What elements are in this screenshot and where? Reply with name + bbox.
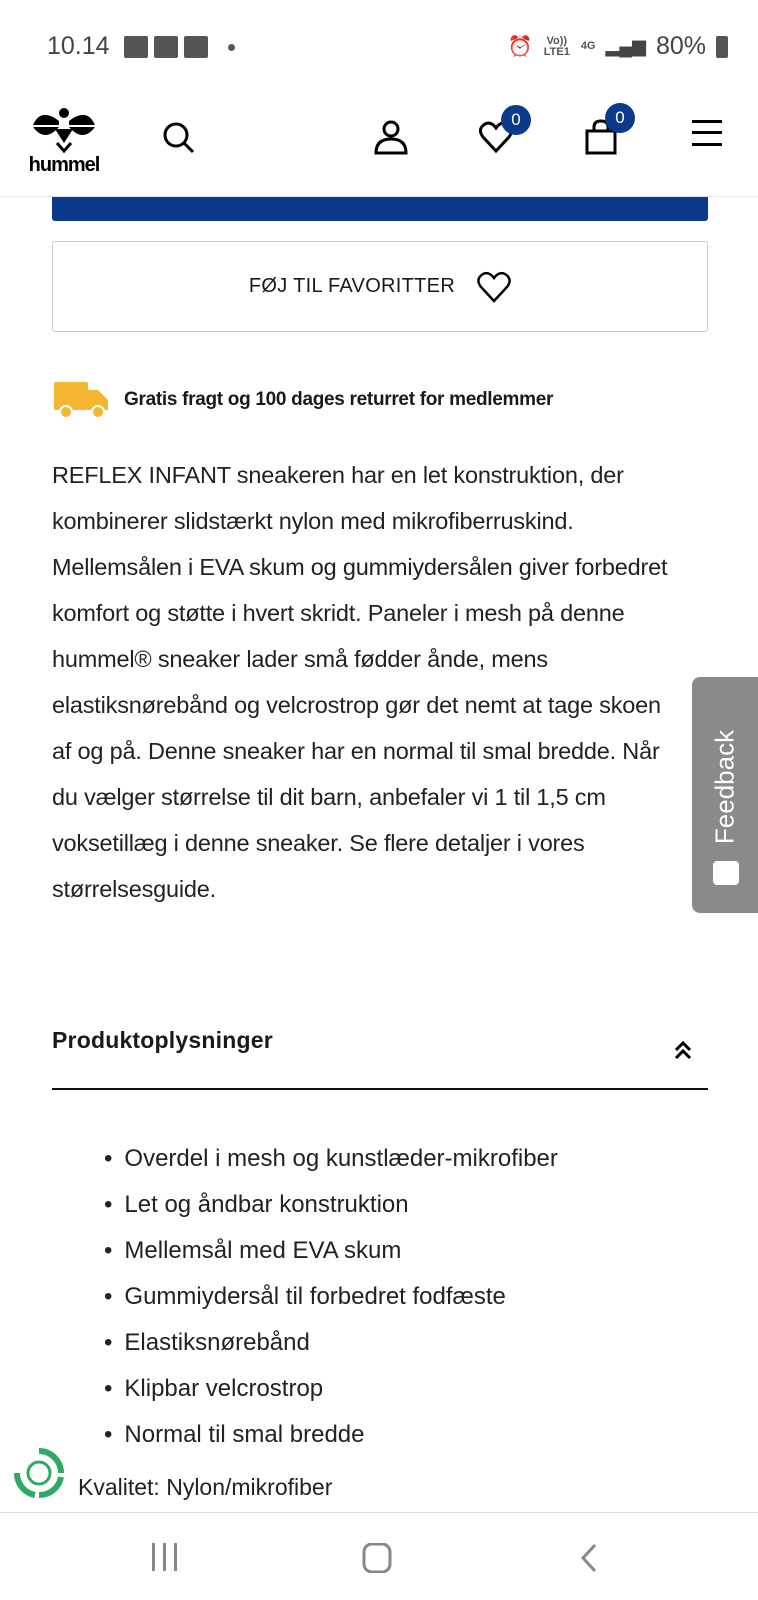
- list-item: • Mellemsål med EVA skum: [104, 1228, 558, 1274]
- cart-count-badge: 0: [605, 103, 635, 133]
- delivery-truck-icon: [54, 380, 108, 420]
- status-bar: [0, 0, 758, 95]
- account-button[interactable]: [373, 119, 409, 160]
- feedback-tab[interactable]: [692, 677, 758, 913]
- smiley-icon: [713, 861, 739, 885]
- shipping-info: [54, 380, 553, 420]
- recent-apps-icon[interactable]: [150, 1543, 180, 1571]
- battery-percent: 80%: [655, 32, 706, 60]
- list-item: • Klipbar velcrostrop: [104, 1366, 558, 1412]
- menu-button[interactable]: [692, 119, 722, 152]
- add-to-favorites-button[interactable]: [52, 241, 708, 332]
- hamburger-menu-icon: [692, 119, 722, 147]
- product-description: REFLEX INFANT sneakeren har en let konstruktion, der kombinerer slidstærkt nylon med mikrofiberruskind. Mellemsålen i EVA skum og gummiydersålen giver forbedret komfort og støtte i hvert skridt. Paneler i mesh på denne hummel® sneaker lader små fødder ånde, mens elastiksnørebånd og velcrostrop gør det nemt at tage skoen af og på. Denne sneaker har en normal til smal bredde. Når du vælger størrelse til dit barn, anbefaler vi 1 til 1,5 cm voksetillæg i denne sneaker. Se flere detaljer i vores størrelsesguide.: [52, 462, 668, 902]
- double-chevron-up-icon[interactable]: [674, 1040, 692, 1060]
- cart-button[interactable]: [585, 108, 625, 160]
- battery-icon: [716, 36, 728, 58]
- shop-notification-icon: [184, 36, 208, 58]
- signal-icon: ▂▄▆: [605, 36, 646, 56]
- volte-indicator: Vo)) LTE1: [543, 34, 570, 58]
- search-button[interactable]: [162, 121, 196, 160]
- shop-notification-icon: [124, 36, 148, 58]
- quality-text: Kvalitet: Nylon/mikrofiber: [78, 1474, 333, 1500]
- alarm-icon: ⏰: [507, 36, 533, 58]
- notification-icons: [124, 36, 235, 58]
- accordion-title: Produktoplysninger: [52, 1027, 273, 1053]
- back-icon[interactable]: [580, 1543, 598, 1573]
- list-item: • Overdel i mesh og kunstlæder-mikrofiber: [104, 1136, 558, 1182]
- home-icon[interactable]: [362, 1543, 392, 1573]
- product-info-accordion[interactable]: [52, 1010, 708, 1090]
- product-features-list: [104, 1136, 558, 1458]
- android-nav-bar: [0, 1512, 758, 1600]
- site-header: [0, 95, 758, 197]
- list-item: • Let og åndbar konstruktion: [104, 1182, 558, 1228]
- wishlist-count-badge: 0: [501, 105, 531, 135]
- status-time: 10.14: [47, 32, 110, 60]
- bee-logo-icon: [29, 103, 99, 153]
- game-notification-icon: [154, 36, 178, 58]
- shipping-text: Gratis fragt og 100 dages returret for medlemmer: [124, 389, 554, 410]
- list-item: • Elastiksnørebånd: [104, 1320, 558, 1366]
- list-item: • Normal til smal bredde: [104, 1412, 558, 1458]
- favorites-label: FØJ TIL FAVORITTER: [248, 275, 456, 297]
- user-icon: [373, 119, 409, 155]
- heart-icon: [477, 271, 511, 303]
- hummel-logo[interactable]: [26, 103, 102, 177]
- list-item: • Gummiydersål til forbedret fodfæste: [104, 1274, 558, 1320]
- more-notifications-dot: [228, 44, 235, 51]
- search-icon: [162, 121, 196, 155]
- logo-text: hummel: [28, 154, 100, 176]
- add-to-cart-button[interactable]: [52, 197, 708, 221]
- wishlist-button[interactable]: [479, 110, 521, 158]
- feedback-label: Feedback: [709, 729, 740, 845]
- eco-badge-button[interactable]: [13, 1447, 65, 1504]
- recycle-icon: [13, 1447, 65, 1499]
- network-type: 4G: [580, 40, 596, 52]
